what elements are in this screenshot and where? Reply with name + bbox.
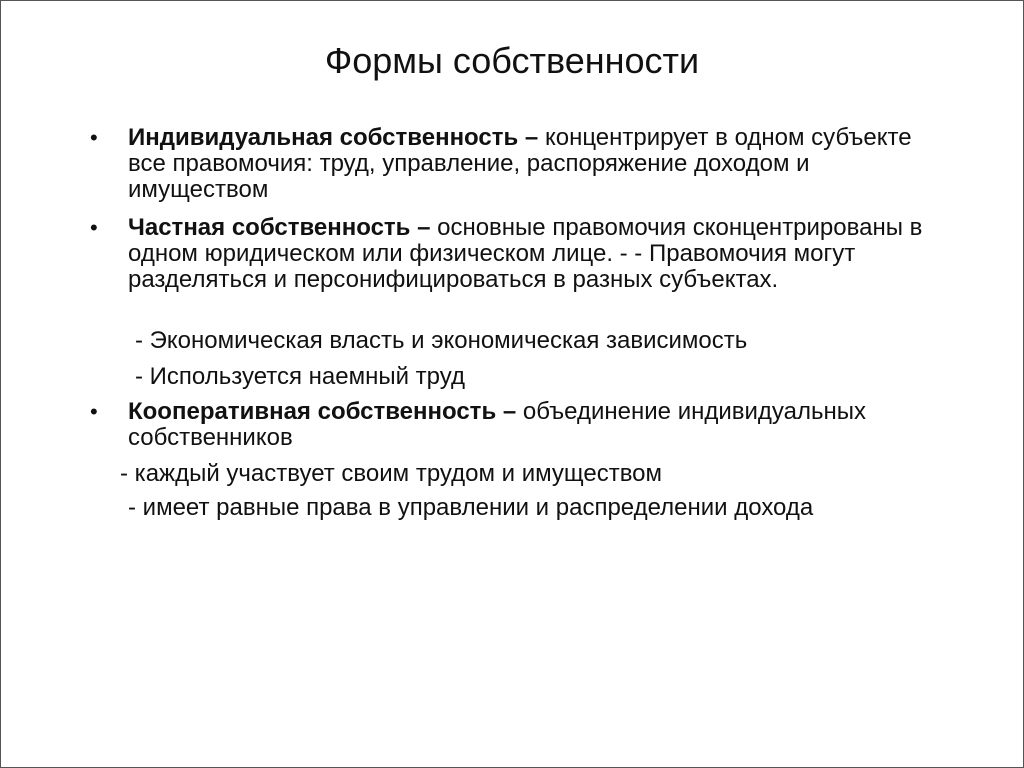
bullet-term: Частная собственность – — [128, 214, 431, 241]
bullet-term: Кооперативная собственность – — [128, 398, 517, 425]
bullet-text: концентрирует в одном субъекте все правомочия: труд, управление, распоряжение доходом и имуществом — [128, 124, 912, 203]
bullet-marker: • — [90, 125, 98, 150]
sub-item: - каждый участвует своим трудом и имуществом — [120, 460, 663, 487]
sub-item: - Экономическая власть и экономическая зависимость — [135, 327, 748, 354]
bullet-item-individual — [128, 125, 938, 203]
bullet-marker: • — [90, 215, 98, 240]
sub-item: - имеет равные права в управлении и распределении дохода — [128, 494, 814, 521]
bullet-text: объединение индивидуальных собственников — [128, 398, 867, 451]
sub-item: - Используется наемный труд — [135, 363, 465, 390]
slide-title: Формы собственности — [324, 40, 700, 81]
bullet-item-private — [128, 215, 938, 293]
bullet-marker: • — [90, 399, 98, 424]
bullet-text: основные правомочия сконцентрированы в одном юридическом или физическом лице. - - Правомочия могут разделяться и персонифицироваться в разных субъектах. — [128, 214, 923, 293]
bullet-item-cooperative — [128, 399, 938, 451]
bullet-term: Индивидуальная собственность – — [128, 124, 539, 151]
